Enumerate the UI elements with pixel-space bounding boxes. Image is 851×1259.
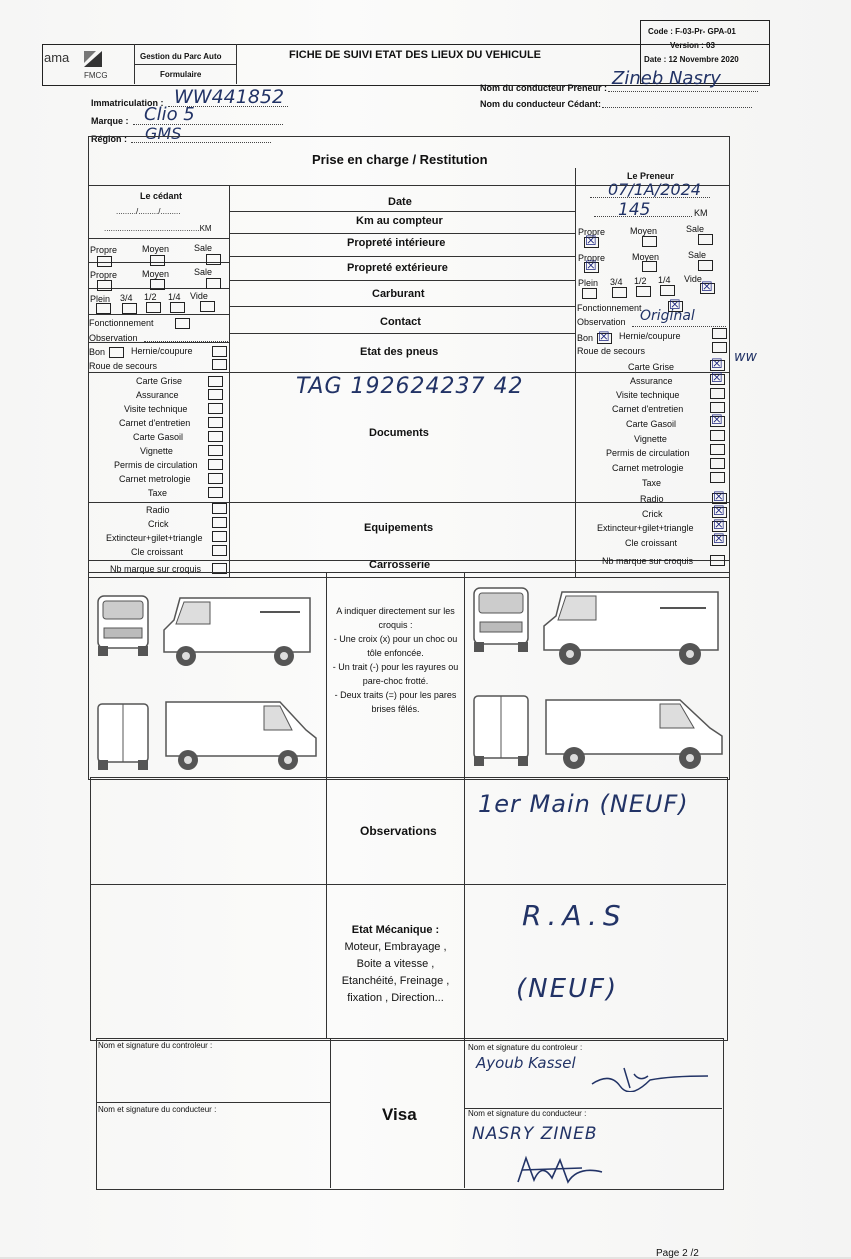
preneur-nb-marque-checkbox[interactable] xyxy=(710,555,725,566)
cedant-eq-1-checkbox[interactable] xyxy=(212,517,227,528)
cedant-fuel-14-checkbox[interactable] xyxy=(170,302,185,313)
cedant-ext-sale: Sale xyxy=(194,267,213,277)
company-logo xyxy=(44,47,132,81)
cedant-doc-1-checkbox[interactable] xyxy=(208,389,223,400)
preneur-fuel-vide-checkbox[interactable] xyxy=(700,283,715,294)
preneur-pneu-hernie: Hernie/coupure xyxy=(619,331,681,341)
preneur-eq-0: Radio xyxy=(640,494,664,504)
logo-mark-icon xyxy=(82,49,104,69)
preneur-pneu-hernie-checkbox[interactable] xyxy=(712,328,727,339)
form-version: Version : 03 xyxy=(670,41,715,50)
cedant-ext-propre-checkbox[interactable] xyxy=(97,280,112,291)
cedant-pneu-hernie-checkbox[interactable] xyxy=(212,346,227,357)
documents-note: TAG 192624237 42 xyxy=(296,374,524,399)
mecanique-line-2: Moteur, Embrayage , xyxy=(344,941,447,953)
cedant-doc-0: Carte Grise xyxy=(136,376,183,386)
preneur-doc-4: Carte Gasoil xyxy=(626,419,677,429)
cedant-fuel-plein: Plein xyxy=(90,294,111,304)
preneur-doc-1: Assurance xyxy=(630,376,673,386)
immat-value: WW441852 xyxy=(174,86,285,108)
preneur-pneu-bon: Bon xyxy=(577,333,594,343)
mecanique-line-5: fixation , Direction... xyxy=(347,992,444,1004)
van-front-view-left xyxy=(94,590,152,658)
cedant-doc-6-checkbox[interactable] xyxy=(208,459,223,470)
cedant-fonctionnement-checkbox[interactable] xyxy=(175,318,190,329)
cedant-int-sale-checkbox[interactable] xyxy=(206,254,221,265)
preneur-eq-3: Cle croissant xyxy=(625,538,678,548)
row-km: Km au compteur xyxy=(356,215,443,227)
preneur-int-sale: Sale xyxy=(686,224,705,234)
preneur-observation-value: Original xyxy=(640,308,695,324)
observations-label: Observations xyxy=(360,824,437,838)
preneur-fuel-34: 3/4 xyxy=(610,277,623,287)
sig-controleur-left: Nom et signature du controleur : xyxy=(98,1041,213,1050)
cedant-ext-sale-checkbox[interactable] xyxy=(206,278,221,289)
instruction-3: - Un trait (-) pour les rayures ou pare-choc frotté. xyxy=(332,662,459,686)
sig-conducteur-right: Nom et signature du conducteur : xyxy=(468,1109,587,1118)
preneur-km-value: 145 xyxy=(618,200,651,220)
row-documents: Documents xyxy=(369,427,429,439)
cedant-doc-2-checkbox[interactable] xyxy=(208,403,223,414)
controleur-signature xyxy=(590,1062,710,1092)
cedant-fuel-34-checkbox[interactable] xyxy=(122,303,137,314)
visa-label: Visa xyxy=(382,1105,417,1124)
croquis-instructions xyxy=(327,604,464,716)
preneur-int-propre: Propre xyxy=(578,227,606,237)
controleur-name: Ayoub Kassel xyxy=(476,1054,576,1072)
mecanique-title: Etat Mécanique : xyxy=(351,924,440,936)
cedant-eq-2-checkbox[interactable] xyxy=(212,531,227,542)
preneur-eq-1: Crick xyxy=(642,509,663,519)
cedant-fuel-12-checkbox[interactable] xyxy=(146,302,161,313)
cedant-pneu-hernie: Hernie/coupure xyxy=(131,346,193,356)
preneur-eq-3-checkbox[interactable] xyxy=(712,535,727,546)
logo-text: ama xyxy=(44,50,70,65)
cedant-eq-2: Extincteur+gilet+triangle xyxy=(106,533,203,543)
cedant-doc-7-checkbox[interactable] xyxy=(208,473,223,484)
van-side-view-right xyxy=(540,584,726,670)
row-prop-ext: Propreté extérieure xyxy=(347,262,448,274)
preneur-doc-6-checkbox[interactable] xyxy=(710,444,725,455)
preneur-fuel-34-checkbox[interactable] xyxy=(612,287,627,298)
mecanique-line-4: Etanchéité, Freinage , xyxy=(341,975,450,987)
cedant-doc-4: Carte Gasoil xyxy=(133,432,184,442)
preneur-fuel-plein-checkbox[interactable] xyxy=(582,288,597,299)
preneur-doc-8: Taxe xyxy=(642,478,662,488)
row-carrosserie: Carrosserie xyxy=(369,559,431,571)
row-contact: Contact xyxy=(380,316,421,328)
mecanique-line-3: Boite a vitesse , xyxy=(356,958,435,970)
cedant-ext-moyen-checkbox[interactable] xyxy=(150,279,165,290)
preneur-doc-4-checkbox[interactable] xyxy=(710,416,725,427)
sig-conducteur-left: Nom et signature du conducteur : xyxy=(98,1105,217,1114)
cedant-label: Nom du conducteur Cédant: xyxy=(480,99,601,109)
preneur-int-propre-checkbox[interactable] xyxy=(584,237,599,248)
mecanique-label xyxy=(327,922,464,1007)
cedant-fuel-vide-checkbox[interactable] xyxy=(200,301,215,312)
cedant-doc-5: Vignette xyxy=(140,446,173,456)
preneur-ext-propre: Propre xyxy=(578,253,606,263)
cedant-fuel-12: 1/2 xyxy=(144,292,157,302)
preneur-doc-7-checkbox[interactable] xyxy=(710,458,725,469)
cedant-eq-3: Cle croissant xyxy=(131,547,184,557)
preneur-head: Le Preneur xyxy=(627,171,675,181)
region-value: GMS xyxy=(145,124,182,143)
cedant-km-blank: ...........................................KM xyxy=(104,224,212,233)
van-front-view-right xyxy=(470,582,532,654)
cedant-doc-6: Permis de circulation xyxy=(114,460,198,470)
cedant-doc-2: Visite technique xyxy=(124,404,188,414)
cedant-doc-8: Taxe xyxy=(148,488,168,498)
cedant-ext-moyen: Moyen xyxy=(142,269,170,279)
preneur-doc-1-checkbox[interactable] xyxy=(710,374,725,385)
preneur-ext-sale-checkbox[interactable] xyxy=(698,260,713,271)
cedant-fuel-vide: Vide xyxy=(190,291,208,301)
table-title: Prise en charge / Restitution xyxy=(312,152,488,167)
instruction-2: - Une croix (x) pour un choc ou tôle enfoncée. xyxy=(333,634,458,658)
cedant-eq-0: Radio xyxy=(146,505,170,515)
preneur-km-unit: KM xyxy=(694,208,708,218)
cedant-int-sale: Sale xyxy=(194,243,213,253)
cedant-int-moyen: Moyen xyxy=(142,244,170,254)
cedant-doc-4-checkbox[interactable] xyxy=(208,431,223,442)
cedant-observation: Observation xyxy=(89,333,138,343)
cedant-doc-5-checkbox[interactable] xyxy=(208,445,223,456)
cedant-pneu-bon: Bon xyxy=(89,347,106,357)
cedant-doc-1: Assurance xyxy=(136,390,179,400)
preneur-doc-2: Visite technique xyxy=(616,390,680,400)
preneur-fuel-12: 1/2 xyxy=(634,276,647,286)
preneur-int-sale-checkbox[interactable] xyxy=(698,234,713,245)
cedant-fuel-34: 3/4 xyxy=(120,293,133,303)
cedant-roue: Roue de secours xyxy=(89,361,158,371)
preneur-eq-2: Extincteur+gilet+triangle xyxy=(597,523,694,533)
instruction-1: A indiquer directement sur les croquis : xyxy=(336,606,455,630)
van-rear-view-right xyxy=(470,690,532,770)
preneur-fuel-14-checkbox[interactable] xyxy=(660,285,675,296)
preneur-fuel-vide: Vide xyxy=(684,274,702,284)
preneur-fuel-plein: Plein xyxy=(578,278,599,288)
preneur-date-value: 07/1A/2024 xyxy=(608,180,701,199)
conducteur-signature xyxy=(512,1152,612,1188)
preneur-doc-5: Vignette xyxy=(634,434,667,444)
observations-value: 1er Main (NEUF) xyxy=(478,790,689,818)
preneur-ext-moyen-checkbox[interactable] xyxy=(642,261,657,272)
row-pneus: Etat des pneus xyxy=(360,346,439,358)
preneur-int-moyen-checkbox[interactable] xyxy=(642,236,657,247)
preneur-label: Nom du conducteur Preneur : xyxy=(480,83,608,93)
cedant-doc-3: Carnet d'entretien xyxy=(119,418,191,428)
mecanique-value-1: R.A.S xyxy=(522,899,627,932)
cedant-head: Le cédant xyxy=(140,191,183,201)
van-side-view-left xyxy=(160,590,320,670)
preneur-fonctionnement: Fonctionnement xyxy=(577,303,642,313)
preneur-doc-8-checkbox[interactable] xyxy=(710,472,725,483)
sig-controleur-right: Nom et signature du controleur : xyxy=(468,1043,583,1052)
preneur-roue-checkbox[interactable] xyxy=(712,342,727,353)
preneur-ext-moyen: Moyen xyxy=(632,252,660,262)
page-number: Page 2 /2 xyxy=(656,1248,699,1259)
region-label: Région : xyxy=(91,134,127,144)
preneur-doc-5-checkbox[interactable] xyxy=(710,430,725,441)
cedant-nb-marque: Nb marque sur croquis xyxy=(110,564,202,574)
cedant-int-propre-checkbox[interactable] xyxy=(97,256,112,267)
org-line1: Gestion du Parc Auto xyxy=(140,52,222,61)
cedant-doc-7: Carnet metrologie xyxy=(119,474,191,484)
cedant-eq-3-checkbox[interactable] xyxy=(212,545,227,556)
preneur-ext-propre-checkbox[interactable] xyxy=(584,262,599,273)
cedant-roue-checkbox[interactable] xyxy=(212,359,227,370)
preneur-doc-6: Permis de circulation xyxy=(606,448,690,458)
cedant-fonctionnement: Fonctionnement xyxy=(89,318,154,328)
preneur-ext-sale: Sale xyxy=(688,250,707,260)
cedant-date-blank: ........./........./......... xyxy=(116,207,181,216)
cedant-int-moyen-checkbox[interactable] xyxy=(150,255,165,266)
org-line2: Formulaire xyxy=(160,70,202,79)
cedant-doc-0-checkbox[interactable] xyxy=(208,376,223,387)
row-equipements: Equipements xyxy=(364,522,434,534)
cedant-doc-8-checkbox[interactable] xyxy=(208,487,223,498)
immat-label: Immatriculation : xyxy=(91,98,164,108)
cedant-eq-0-checkbox[interactable] xyxy=(212,503,227,514)
cedant-pneu-bon-checkbox[interactable] xyxy=(109,347,124,358)
preneur-value: Zineb Nasry xyxy=(612,68,721,89)
cedant-ext-propre: Propre xyxy=(90,270,118,280)
row-date: Date xyxy=(388,196,412,208)
cedant-eq-1: Crick xyxy=(148,519,169,529)
marque-value: Clio 5 xyxy=(144,104,195,125)
preneur-roue-note: ww xyxy=(734,349,757,365)
preneur-doc-7: Carnet metrologie xyxy=(612,463,684,473)
preneur-fuel-12-checkbox[interactable] xyxy=(636,286,651,297)
preneur-doc-0: Carte Grise xyxy=(628,362,675,372)
row-prop-int: Propreté intérieure xyxy=(347,237,446,249)
instruction-4: - Deux traits (=) pour les pares brises fêlés. xyxy=(334,690,457,714)
van-side-view-left-2 xyxy=(160,690,320,774)
van-side-view-right-2 xyxy=(540,688,726,774)
logo-subtitle: FMCG xyxy=(84,71,108,80)
row-carburant: Carburant xyxy=(372,288,425,300)
preneur-doc-2-checkbox[interactable] xyxy=(710,388,725,399)
cedant-fuel-14: 1/4 xyxy=(168,292,181,302)
form-title: FICHE DE SUIVI ETAT DES LIEUX DU VEHICULE xyxy=(289,49,542,61)
marque-label: Marque : xyxy=(91,116,129,126)
form-date: Date : 12 Novembre 2020 xyxy=(644,55,739,64)
van-rear-view-left xyxy=(94,698,152,772)
preneur-int-moyen: Moyen xyxy=(630,226,658,236)
form-code: Code : F-03-Pr- GPA-01 xyxy=(648,27,736,36)
preneur-nb-marque: Nb marque sur croquis xyxy=(602,556,694,566)
cedant-int-propre: Propre xyxy=(90,245,118,255)
cedant-doc-3-checkbox[interactable] xyxy=(208,417,223,428)
preneur-roue: Roue de secours xyxy=(577,346,646,356)
preneur-fuel-14: 1/4 xyxy=(658,275,671,285)
conducteur-name: NASRY ZINEB xyxy=(472,1124,598,1144)
cedant-fuel-plein-checkbox[interactable] xyxy=(96,303,111,314)
preneur-doc-3: Carnet d'entretien xyxy=(612,404,684,414)
mecanique-value-2: (NEUF) xyxy=(516,974,619,1004)
preneur-observation: Observation xyxy=(577,317,626,327)
preneur-pneu-bon-checkbox[interactable] xyxy=(597,333,612,344)
